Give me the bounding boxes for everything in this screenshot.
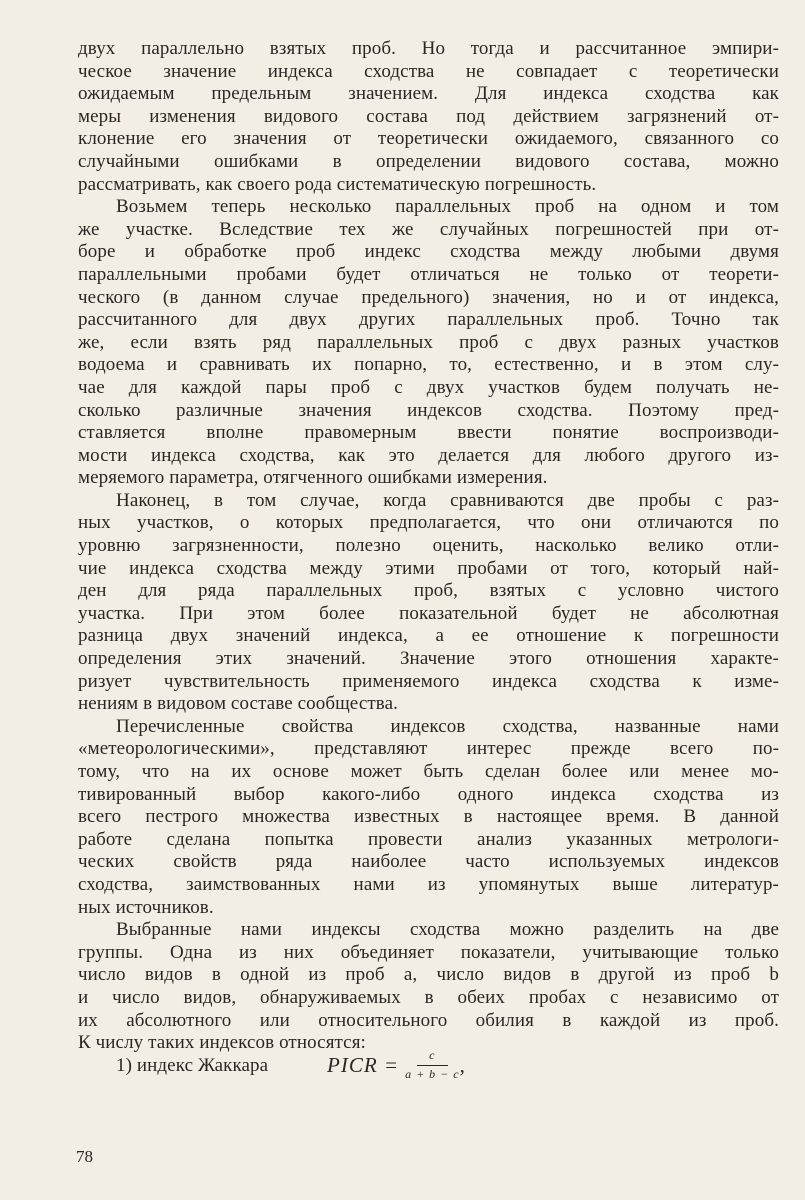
body-text xyxy=(78,38,779,1077)
text-line: Наконец, в том случае, когда сравниваются две пробы с раз- xyxy=(116,489,779,511)
text-line: их абсолютного или относительного обилия в каждой из проб. xyxy=(78,1009,779,1031)
paragraph-3 xyxy=(78,490,779,716)
text-line: рассчитанного для двух других параллельных проб. Точно так xyxy=(78,309,779,331)
formula-trail: , xyxy=(459,1052,466,1077)
text-line: работе сделана попытка провести анализ указанных метрологи- xyxy=(78,828,779,850)
text-line: ных участков, о которых предполагается, что они отличаются по xyxy=(78,512,779,534)
text-line: ческих свойств ряда наиболее часто используемых индексов xyxy=(78,851,779,873)
text-line: число видов в одной из проб a, число видов в другой из проб b xyxy=(78,964,779,986)
text-line: 1) индекс Жаккара xyxy=(116,1054,269,1076)
text-line: определения этих значений. Значение этого отношения характе- xyxy=(78,648,779,670)
text-line: Возьмем теперь несколько параллельных проб на одном и том xyxy=(116,196,779,218)
text-line: ческого (в данном случае предельного) значения, но и от индекса, xyxy=(78,286,779,308)
text-line: ческое значение индекса сходства не совпадает с теоретически xyxy=(78,60,779,82)
text-line: ных источников. xyxy=(78,896,214,918)
text-line: ожидаемым предельным значением. Для индекса сходства как xyxy=(78,83,779,105)
text-line: мости индекса сходства, как это делается для любого другого из- xyxy=(78,444,779,466)
text-line: нениям в видовом составе сообщества. xyxy=(78,693,398,715)
text-line: меряемого параметра, отягченного ошибками измерения. xyxy=(78,467,548,489)
text-line: меры изменения видового состава под действием загрязнений от- xyxy=(78,105,779,127)
formula-denominator: a + b − c xyxy=(405,1067,460,1081)
text-line: же, если взять ряд параллельных проб с двух разных участков xyxy=(78,331,779,353)
text-line: Выбранные нами индексы сходства можно разделить на две xyxy=(116,919,779,941)
text-line: рассматривать, как своего рода систематическую погрешность. xyxy=(78,173,597,195)
text-line: тивированный выбор какого-либо одного индекса сходства из xyxy=(78,783,779,805)
jaccard-formula xyxy=(327,1048,466,1082)
text-line: параллельными пробами будет отличаться не только от теорети- xyxy=(78,263,779,285)
text-line: чие индекса сходства между этими пробами от того, который най- xyxy=(78,557,779,579)
formula-lhs: PICR = xyxy=(327,1052,400,1077)
text-line: боре и обработке проб индекс сходства между любыми двумя xyxy=(78,241,779,263)
text-line: сходства, заимствованных нами из упомянутых выше литератур- xyxy=(78,873,779,895)
text-line: двух параллельно взятых проб. Но тогда и рассчитанное эмпири- xyxy=(78,38,779,59)
text-line: случайными ошибками в определении видового состава, можно xyxy=(78,150,779,172)
page-number: 78 xyxy=(76,1147,93,1166)
text-line: и число видов, обнаруживаемых в обеих пробах c независимо от xyxy=(78,986,779,1008)
text-line: «метеорологическими», представляют интерес прежде всего по- xyxy=(78,738,779,760)
text-line: группы. Одна из них объединяет показатели, учитывающие только xyxy=(78,941,779,963)
formula-numerator: c xyxy=(417,1048,447,1066)
text-line: тому, что на их основе может быть сделан более или менее мо- xyxy=(78,761,779,782)
text-line: ризует чувствительность применяемого индекса сходства к изме- xyxy=(78,670,779,692)
paragraph-2 xyxy=(78,196,779,490)
text-line: разница двух значений индекса, а ее отношение к погрешности xyxy=(78,625,779,647)
text-line: уровню загрязненности, полезно оценить, насколько велико отли- xyxy=(78,535,779,557)
text-line: же участке. Вследствие тех же случайных погрешностей при от- xyxy=(78,218,779,240)
paragraph-1 xyxy=(78,38,779,196)
text-line: сколько различные значения индексов сходства. Поэтому пред- xyxy=(78,399,779,421)
text-line: клонение его значения от теоретически ожидаемого, связанного со xyxy=(78,128,779,150)
text-line: ден для ряда параллельных проб, взятых с условно чистого xyxy=(78,580,779,602)
text-line: всего пестрого множества известных в настоящее время. В данной xyxy=(78,806,779,828)
text-line: участка. При этом более показательной будет не абсолютная xyxy=(78,602,779,624)
text-line: водоема и сравнивать их попарно, то, естественно, и в этом слу- xyxy=(78,354,779,376)
text-line: чае для каждой пары проб с двух участков будем получать не- xyxy=(78,376,779,398)
text-line: К числу таких индексов относятся: xyxy=(78,1032,366,1054)
text-line: Перечисленные свойства индексов сходства, названные нами xyxy=(116,715,779,737)
formula-fraction xyxy=(405,1048,460,1082)
paragraph-4 xyxy=(78,716,779,919)
text-line: ставляется вполне правомерным ввести понятие воспроизводи- xyxy=(78,422,779,444)
